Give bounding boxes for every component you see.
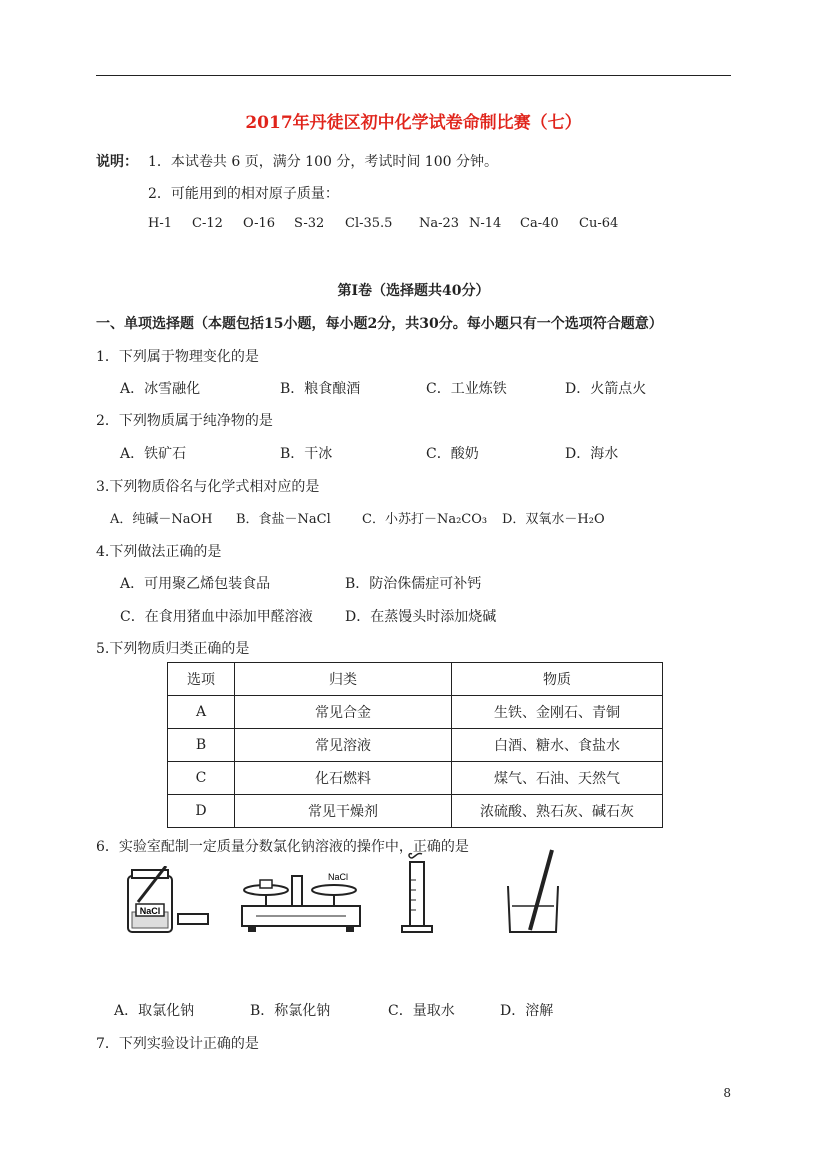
q2-option-a: A．铁矿石 [120,446,187,462]
table-header-row [168,663,663,696]
table-cell: 生铁、金刚石、青铜 [452,696,663,729]
q1-option-b: B．粮食酿酒 [280,381,361,397]
table-row [168,729,663,762]
table-cell: 白酒、糖水、食盐水 [452,729,663,762]
atomic-mass: Na-23 [419,216,460,231]
q6-option-c: C．量取水 [388,1003,455,1019]
table-header-cell: 归类 [235,663,452,696]
table-cell: 常见溶液 [235,729,452,762]
table-row [168,696,663,729]
balance-figure [236,866,366,936]
question-5-stem: 5.下列物质归类正确的是 [96,641,250,657]
table-cell: 浓硫酸、熟石灰、碱石灰 [452,795,663,828]
table-cell: B [168,729,235,762]
q6-option-b: B．称氯化钠 [250,1003,331,1019]
table-header-cell: 选项 [168,663,235,696]
page-number: 8 [723,1086,731,1100]
q2-option-b: B．干冰 [280,446,333,462]
reagent-jar-figure [122,866,222,936]
beaker-figure [500,848,570,938]
table-header-cell: 物质 [452,663,663,696]
atomic-mass: Cu-64 [579,216,619,231]
q4-option-c: C．在食用猪血中添加甲醛溶液 [120,609,313,625]
q4-option-b: B．防治侏儒症可补钙 [345,576,482,592]
atomic-mass: N-14 [469,216,502,231]
atomic-mass: O-16 [243,216,276,231]
question-2-stem: 2．下列物质属于纯净物的是 [96,413,273,429]
q4-option-a: A．可用聚乙烯包装食品 [120,576,271,592]
atomic-mass: C-12 [192,216,223,231]
atomic-mass: S-32 [294,216,325,231]
page-title: 2017年丹徒区初中化学试卷命制比赛（七） [245,113,582,133]
classification-table [167,662,663,828]
balance-label: NaCl [328,872,349,882]
q2-option-d: D．海水 [565,446,619,462]
q3-option-b: B．食盐－NaCl [236,512,331,527]
jar-label: NaCl [139,906,161,916]
q6-option-d: D．溶解 [500,1003,554,1019]
question-4-stem: 4.下列做法正确的是 [96,544,222,560]
q3-option-d: D．双氧水－H₂O [502,512,605,527]
instruction-item-2: 2．可能用到的相对原子质量： [148,186,339,202]
part1-title: 一、单项选择题（本题包括15小题，每小题2分，共30分。每小题只有一个选项符合题意） [96,316,663,332]
q1-option-c: C．工业炼铁 [426,381,507,397]
table-cell: A [168,696,235,729]
graduated-cylinder-figure [398,850,438,936]
table-cell: 常见干燥剂 [235,795,452,828]
q1-option-d: D．火箭点火 [565,381,647,397]
q6-option-a: A．取氯化钠 [114,1003,195,1019]
table-row [168,762,663,795]
table-cell: C [168,762,235,795]
question-7-stem: 7．下列实验设计正确的是 [96,1036,259,1052]
instruction-item-1: 1．本试卷共 6 页，满分 100 分，考试时间 100 分钟。 [148,154,498,170]
table-cell: 化石燃料 [235,762,452,795]
q3-option-a: A．纯碱－NaOH [110,512,213,527]
atomic-mass: Ca-40 [520,216,559,231]
table-cell: D [168,795,235,828]
table-cell: 常见合金 [235,696,452,729]
section-title: 第Ⅰ卷（选择题共40分） [337,283,490,299]
atomic-mass: H-1 [148,216,173,231]
q2-option-c: C．酸奶 [426,446,479,462]
instructions-label: 说明： [96,154,138,170]
q1-option-a: A．冰雪融化 [120,381,201,397]
header-rule [96,75,731,76]
question-6-stem: 6．实验室配制一定质量分数氯化钠溶液的操作中，正确的是 [96,839,469,855]
table-cell: 煤气、石油、天然气 [452,762,663,795]
question-1-stem: 1．下列属于物理变化的是 [96,349,259,365]
atomic-mass: Cl-35.5 [345,216,393,231]
q3-option-c: C．小苏打－Na₂CO₃ [362,512,488,527]
q4-option-d: D．在蒸馒头时添加烧碱 [345,609,497,625]
question-3-stem: 3.下列物质俗名与化学式相对应的是 [96,479,320,495]
table-row [168,795,663,828]
